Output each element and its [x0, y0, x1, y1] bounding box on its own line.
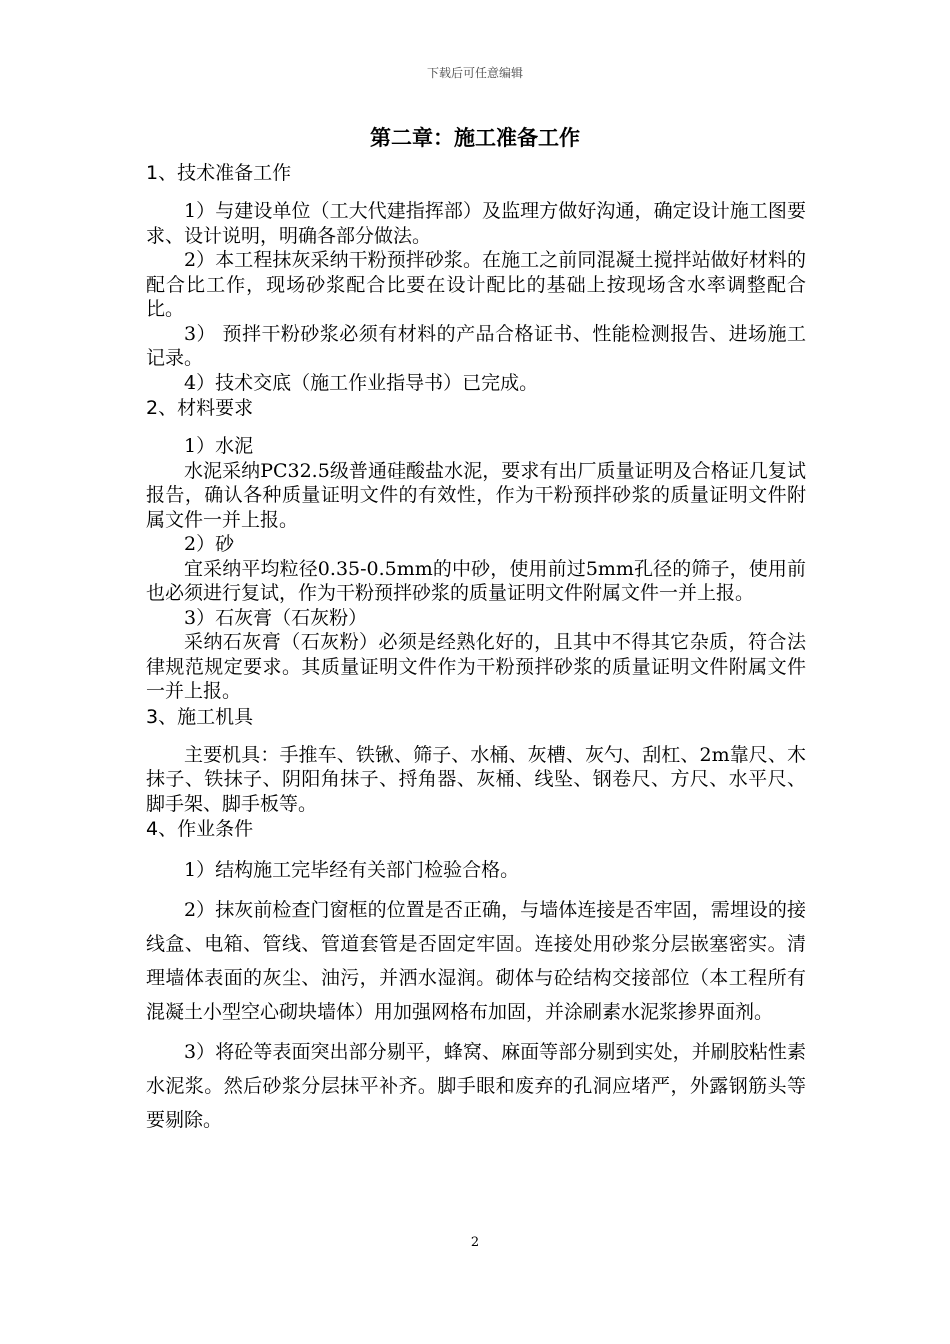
paragraph: 3）将砼等表面突出部分剔平，蜂窝、麻面等部分剔到实处，并刷胶粘性素水泥浆。然后砂浆分层抹平补齐。脚手眼和废弃的孔洞应堵严，外露钢筋头等要剔除。	[146, 1041, 806, 1131]
section-heading-materials: 2、材料要求	[146, 397, 254, 419]
paragraph: 1）结构施工完毕经有关部门检验合格。	[184, 859, 520, 881]
header-note: 下载后可任意编辑	[426, 66, 523, 80]
paragraph: 水泥采纳PC32.5级普通硅酸盐水泥，要求有出厂质量证明及合格证几复试报告，确认各种质量证明文件的有效性，作为干粉预拌砂浆的质量证明文件附属文件一并上报。	[146, 459, 806, 531]
paragraph: 3） 预拌干粉砂浆必须有材料的产品合格证书、性能检测报告、进场施工记录。	[146, 322, 806, 369]
page-number: 2	[470, 1235, 480, 1250]
document-body	[146, 160, 806, 1137]
paragraph: 2）抹灰前检查门窗框的位置是否正确，与墙体连接是否牢固，需埋设的接线盒、电箱、管线、管道套管是否固定牢固。连接处用砂浆分层嵌塞密实。清理墙体表面的灰尘、油污，并洒水湿润。砌体与砼结构交接部位（本工程所有混凝土小型空心砌块墙体）用加强网格布加固，并涂刷素水泥浆掺界面剂。	[146, 899, 806, 1023]
paragraph: 3）石灰膏（石灰粉）	[184, 606, 368, 629]
section-heading-conditions: 4、作业条件	[146, 818, 254, 840]
paragraph: 2）砂	[184, 533, 235, 555]
paragraph: 2）本工程抹灰采纳干粉预拌砂浆。在施工之前同混凝土搅拌站做好材料的配合比工作，现场砂浆配合比要在设计配比的基础上按现场含水率调整配合比。	[146, 249, 806, 320]
paragraph: 宜采纳平均粒径0.35-0.5mm的中砂，使用前过5mm孔径的筛子，使用前也必须进行复试，作为干粉预拌砂浆的质量证明文件附属文件一并上报。	[146, 557, 806, 604]
paragraph: 1）水泥	[184, 435, 254, 457]
chapter-title: 第二章：施工准备工作	[370, 126, 580, 150]
section-heading-technical: 1、技术准备工作	[146, 162, 292, 184]
paragraph: 4）技术交底（施工作业指导书）已完成。	[184, 371, 539, 394]
paragraph: 1）与建设单位（工大代建指挥部）及监理方做好沟通，确定设计施工图要求、设计说明，明确各部分做法。	[146, 200, 806, 247]
paragraph: 主要机具：手推车、铁锹、筛子、水桶、灰槽、灰勺、刮杠、2m靠尺、木抹子、铁抹子、阴阳角抹子、捋角器、灰桶、线坠、钢卷尺、方尺、水平尺、脚手架、脚手板等。	[146, 743, 806, 815]
section-heading-tools: 3、施工机具	[146, 705, 254, 728]
paragraph: 采纳石灰膏（石灰粉）必须是经熟化好的，且其中不得其它杂质，符合法律规范规定要求。其质量证明文件作为干粉预拌砂浆的质量证明文件附属文件一并上报。	[146, 631, 806, 702]
